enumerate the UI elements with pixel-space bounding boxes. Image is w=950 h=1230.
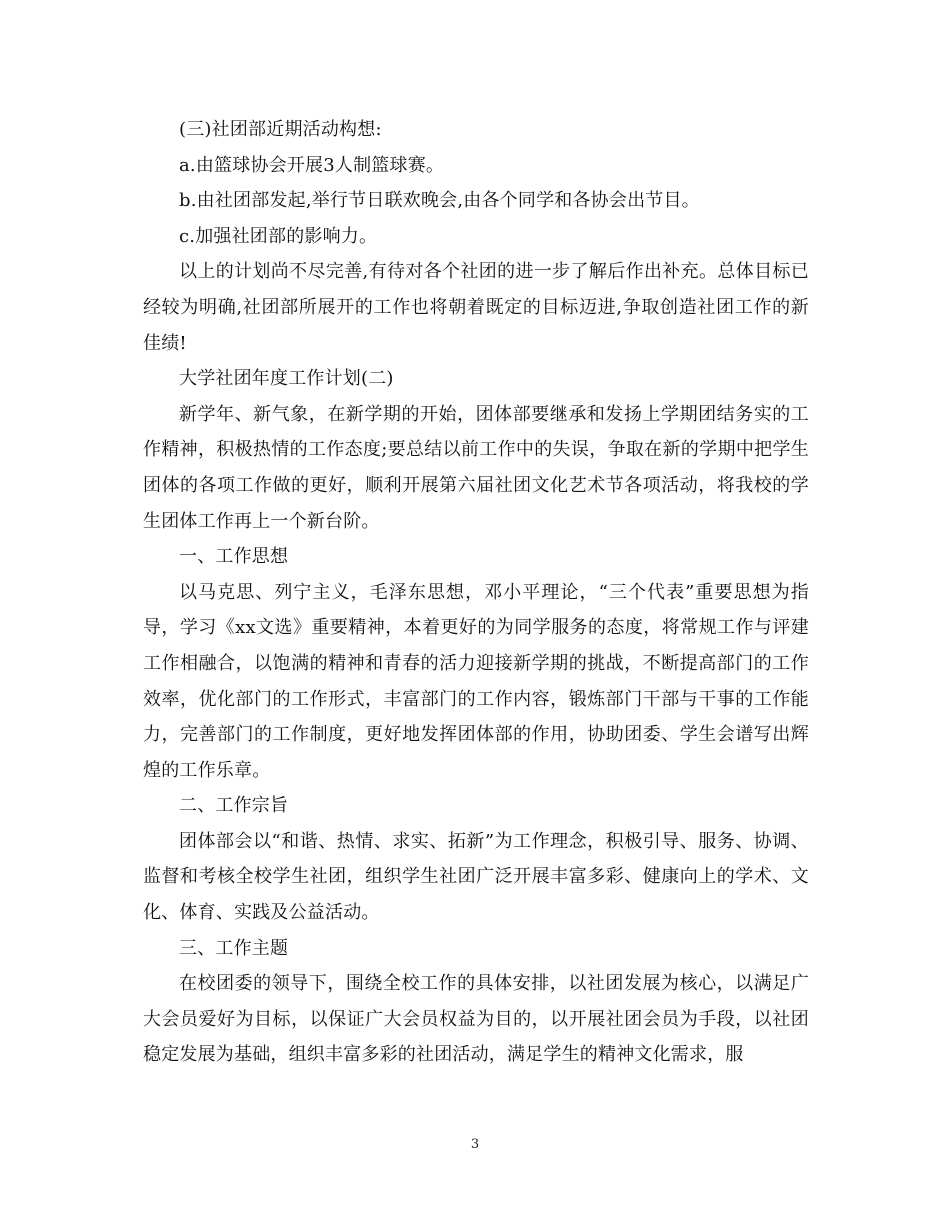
heading-activity-ideas: (三)社团部近期活动构想: [179, 119, 382, 140]
paragraph-work-purpose: 团体部会以“和谐、热情、求实、拓新”为工作理念，积极引导、服务、协调、监督和考核全校学生社团，组织学生社团广泛开展丰富多彩、健康向上的学术、文化、体育、实践及公益活动。 [143, 830, 809, 924]
list-item-party: b.由社团部发起,举行节日联欢晚会,由各个同学和各协会出节目。 [179, 190, 700, 212]
paragraph-work-thought: 以马克思、列宁主义，毛泽东思想，邓小平理论，“三个代表”重要思想为指导，学习《xx文选》重要精神，本着更好的为同学服务的态度，将常规工作与评建工作相融合，以饱满的精神和青春的活力迎接新学期的挑战，不断提高部门的工作效率，优化部门的工作形式，丰富部门的工作内容，锻炼部门干部与干事的工作能力，完善部门的工作制度，更好地发挥团体部的作用，协助团委、学生会谱写出辉煌的工作乐章。 [143, 581, 809, 781]
heading-work-theme: 三、工作主题 [179, 937, 289, 959]
section-title-plan-two: 大学社团年度工作计划(二) [179, 368, 394, 390]
heading-work-thought: 一、工作思想 [179, 546, 289, 568]
list-item-influence: c.加强社团部的影响力。 [179, 225, 378, 247]
paragraph-work-theme: 在校团委的领导下，围绕全校工作的具体安排，以社团发展为核心，以满足广大会员爱好为目标，以保证广大会员权益为目的，以开展社团会员为手段，以社团稳定发展为基础，组织丰富多彩的社团活动，满足学生的精神文化需求，服 [143, 973, 809, 1066]
document-body [143, 112, 809, 1073]
page-number: 3 [470, 1137, 480, 1152]
heading-work-purpose: 二、工作宗旨 [179, 795, 289, 817]
paragraph-summary: 以上的计划尚不尽完善,有待对各个社团的进一步了解后作出补充。总体目标已经较为明确,社团部所展开的工作也将朝着既定的目标迈进,争取创造社团工作的新佳绩! [143, 261, 809, 354]
list-item-basketball: a.由篮球协会开展3人制篮球赛。 [179, 154, 445, 176]
paragraph-intro: 新学年、新气象，在新学期的开始，团体部要继承和发扬上学期团结务实的工作精神，积极热情的工作态度;要总结以前工作中的失误，争取在新的学期中把学生团体的各项工作做的更好，顺利开展第六届社团文化艺术节各项活动，将我校的学生团体工作再上一个新台阶。 [143, 403, 809, 532]
